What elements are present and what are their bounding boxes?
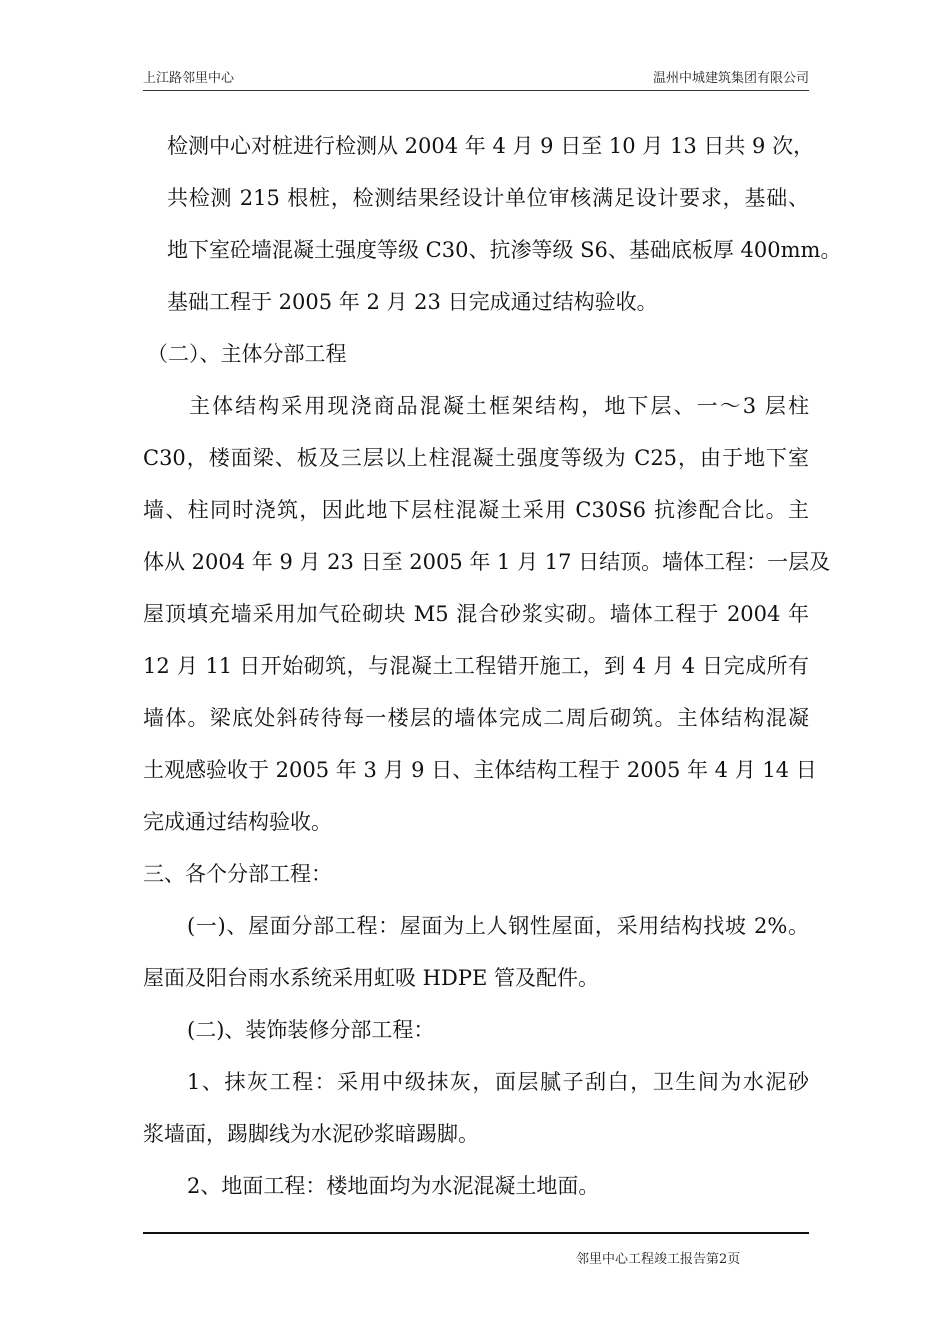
header-company-name: 温州中城建筑集团有限公司	[652, 71, 809, 86]
text-line: 检测中心对桩进行检测从 2004 年 4 月 9 日至 10 月 13 日共 9 次，	[167, 134, 815, 158]
text-line: 墙、柱同时浇筑，因此地下层柱混凝土采用 C30S6 抗渗配合比。主	[143, 498, 809, 522]
text-line: (一)、屋面分部工程：屋面为上人钢性屋面，采用结构找坡 2%。	[187, 914, 809, 938]
text-line: 12 月 11 日开始砌筑，与混凝土工程错开施工，到 4 月 4 日完成所有	[143, 654, 809, 678]
page-header	[143, 68, 809, 91]
text-line: 主体结构采用现浇商品混凝土框架结构，地下层、一～3 层柱	[189, 394, 809, 418]
text-line: 墙体。梁底处斜砖待每一楼层的墙体完成二周后砌筑。主体结构混凝	[143, 706, 809, 730]
text-line: 2、地面工程：楼地面均为水泥混凝土地面。	[187, 1174, 600, 1198]
text-line: 地下室砼墙混凝土强度等级 C30、抗渗等级 S6、基础底板厚 400mm。	[167, 238, 842, 262]
text-line: 土观感验收于 2005 年 3 月 9 日、主体结构工程于 2005 年 4 月 14 日	[143, 758, 817, 782]
section-heading: 三、各个分部工程：	[143, 862, 332, 886]
section-heading: （二）、主体分部工程	[147, 342, 347, 366]
text-line: 体从 2004 年 9 月 23 日至 2005 年 1 月 17 日结顶。墙体工程：一层及	[143, 550, 831, 574]
text-line: 完成通过结构验收。	[143, 810, 332, 834]
subsection-heading: (二)、装饰装修分部工程：	[187, 1018, 435, 1042]
text-line: 屋面及阳台雨水系统采用虹吸 HDPE 管及配件。	[143, 966, 599, 990]
text-line: 浆墙面，踢脚线为水泥砂浆暗踢脚。	[143, 1122, 479, 1146]
text-line: 屋顶填充墙采用加气砼砌块 M5 混合砂浆实砌。墙体工程于 2004 年	[143, 602, 809, 626]
text-line: 1、抹灰工程：采用中级抹灰，面层腻子刮白，卫生间为水泥砂	[187, 1070, 809, 1094]
footer-page-label: 邻里中心工程竣工报告第2页	[576, 1252, 741, 1267]
text-line: C30，楼面梁、板及三层以上柱混凝土强度等级为 C25，由于地下室	[143, 446, 809, 470]
header-project-name: 上江路邻里中心	[143, 71, 235, 86]
text-line: 基础工程于 2005 年 2 月 23 日完成通过结构验收。	[167, 290, 658, 314]
text-line: 共检测 215 根桩，检测结果经设计单位审核满足设计要求，基础、	[167, 186, 809, 210]
footer-divider	[143, 1232, 809, 1234]
